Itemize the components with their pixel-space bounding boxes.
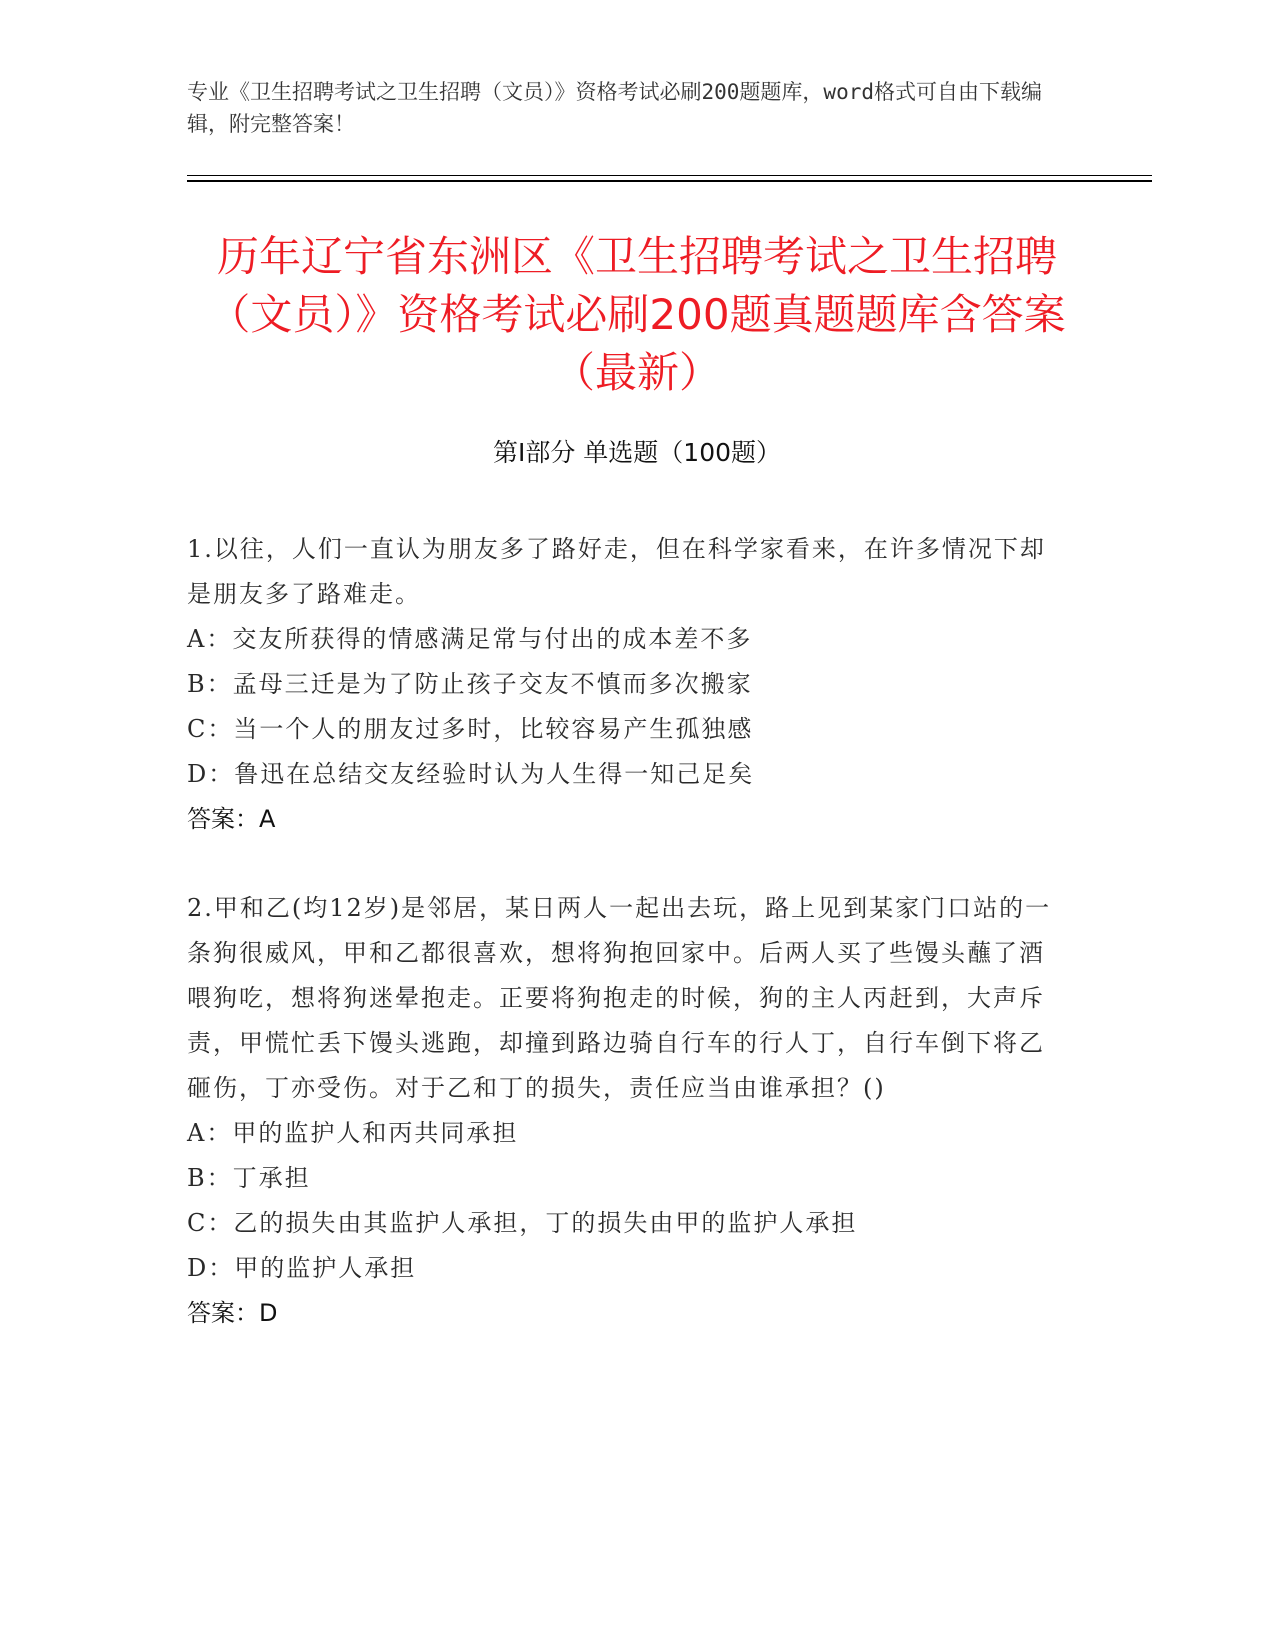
- option-a: A：甲的监护人和丙共同承担: [187, 1119, 519, 1147]
- document-title: 历年辽宁省东洲区《卫生招聘考试之卫生招聘（文员）》资格考试必刷200题真题题库含答案（最新）: [208, 232, 1066, 397]
- header-divider-thin: [187, 175, 1152, 176]
- option-b: B：丁承担: [187, 1164, 311, 1192]
- option-c: C：乙的损失由其监护人承担，丁的损失由甲的监护人承担: [187, 1209, 858, 1237]
- option-d: D：鲁迅在总结交友经验时认为人生得一知己足矣: [187, 760, 755, 788]
- section-title: 第Ⅰ部分 单选题（100题）: [492, 438, 782, 467]
- header-divider-thick: [187, 180, 1152, 182]
- option-b: B：孟母三迁是为了防止孩子交友不慎而多次搬家: [187, 670, 753, 698]
- question-block: [187, 527, 1067, 842]
- option-d: D：甲的监护人承担: [187, 1254, 417, 1282]
- question-block: [187, 886, 1067, 1336]
- question-stem: 1.以往，人们一直认为朋友多了路好走，但在科学家看来，在许多情况下却是朋友多了路难走。: [187, 535, 1046, 608]
- option-c: C：当一个人的朋友过多时，比较容易产生孤独感: [187, 715, 754, 743]
- answer-line: 答案：A: [187, 805, 276, 833]
- header-note: 专业《卫生招聘考试之卫生招聘（文员）》资格考试必刷200题题库，word格式可自由下载编辑，附完整答案！: [187, 80, 1042, 136]
- answer-line: 答案：D: [187, 1299, 278, 1327]
- question-stem: 2.甲和乙(均12岁)是邻居，某日两人一起出去玩，路上见到某家门口站的一条狗很威风，甲和乙都很喜欢，想将狗抱回家中。后两人买了些馒头蘸了酒喂狗吃，想将狗迷晕抱走。正要将狗抱走的时候，狗的主人丙赶到，大声斥责，甲慌忙丢下馒头逃跑，却撞到路边骑自行车的行人丁，自行车倒下将乙砸伤，丁亦受伤。对于乙和丁的损失，责任应当由谁承担？(): [187, 894, 1052, 1102]
- option-a: A：交友所获得的情感满足常与付出的成本差不多: [187, 625, 753, 653]
